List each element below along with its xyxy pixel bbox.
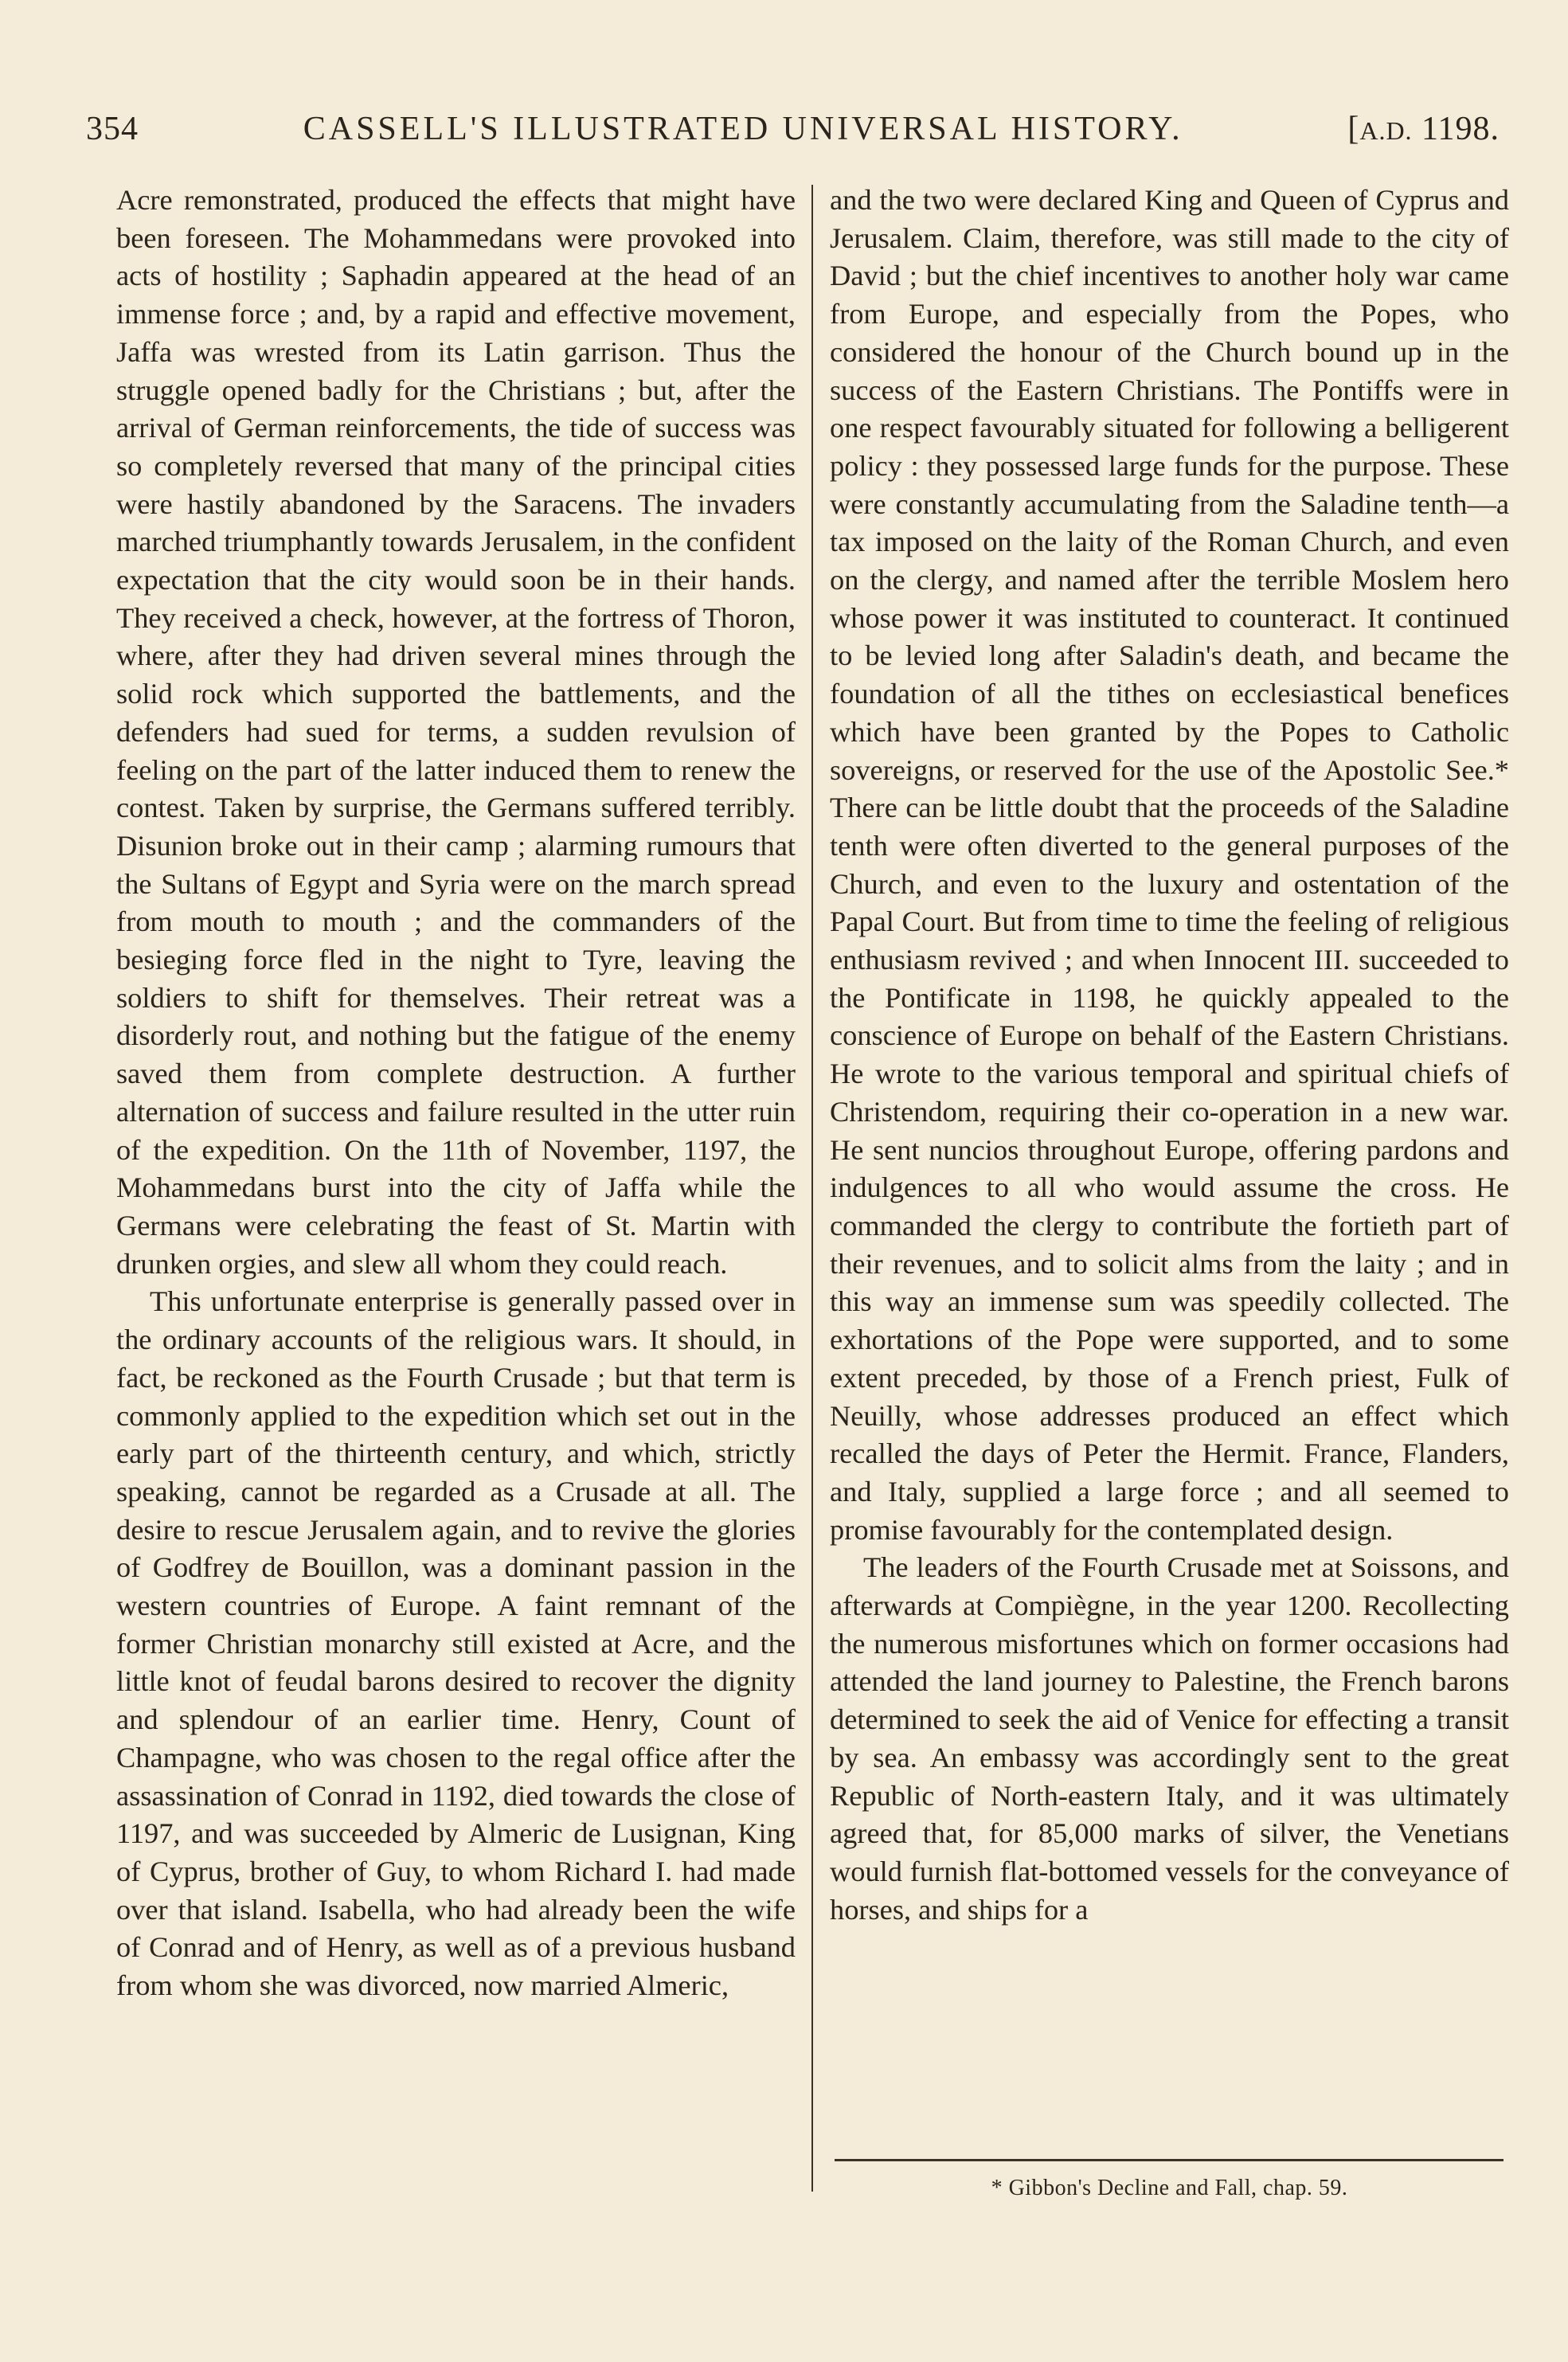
paragraph: The leaders of the Fourth Crusade met at Soissons, and afterwards at Compiègne, in the year 1200. Recollecting the numerous misfortunes which on former occasions had attended the land journey to Palestine, the French barons determined to seek the aid of Venice for effecting a transit by sea. An embassy was accordingly sent to the great Republic of North-eastern Italy, and it was ultimately agreed that, for 85,000 marks of silver, the Venetians would furnish flat-bottomed vessels for the conveyance of horses, and ships for a bbox=[830, 1551, 1509, 1926]
paragraph: Acre remonstrated, produced the effects that might have been foreseen. The Mohammedans were provoked into acts of hostility ; Saphadin appeared at the head of an immense force ; and, by a rapid and effective movement, Jaffa was wrested from its Latin garrison. Thus the struggle opened badly for the Christians ; but, after the arrival of German reinforcements, the tide of success was so completely reversed that many of the principal cities were hastily abandoned by the Saracens. The invaders marched triumphantly towards Jerusalem, in the confident expectation that the city would soon be in their hands. They received a check, however, at the fortress of Thoron, where, after they had driven several mines through the solid rock which supported the battlements, and the defenders had sued for terms, a sudden revulsion of feeling on the part of the latter induced them to renew the contest. Taken by surprise, the Germans suffered terribly. Disunion broke out in their camp ; alarming rumours that the Sultans of Egypt and Syria were on the march spread from mouth to mouth ; and the commanders of the besieging force fled in the night to Tyre, leaving the soldiers to shift for themselves. Their retreat was a disorderly rout, and nothing but the fatigue of the enemy saved them from complete destruction. A further alternation of success and failure resulted in the utter ruin of the expedition. On the 11th of November, 1197, the Mohammedans burst into the city of Jaffa while the Germans were celebrating the feast of St. Martin with drunken orgies, and slew all whom they could reach. bbox=[116, 184, 796, 1280]
date-era: A.D. bbox=[1359, 116, 1413, 145]
date-year: 1198. bbox=[1412, 111, 1500, 147]
column-divider bbox=[811, 185, 813, 2192]
right-column bbox=[830, 182, 1509, 1929]
date-bracket: [ bbox=[1347, 111, 1360, 147]
page-number: 354 bbox=[86, 111, 139, 147]
paragraph: and the two were declared King and Queen of Cyprus and Jerusalem. Claim, therefore, was still made to the city of David ; but the chief incentives to another holy war came from Europe, and especially from the Popes, who considered the honour of the Church bound up in the success of the Eastern Christians. The Pontiffs were in one respect favourably situated for following a belligerent policy : they possessed large funds for the purpose. These were constantly accumulating from the Saladine tenth—a tax imposed on the laity of the Roman Church, and even on the clergy, and named after the terrible Moslem hero whose power it was instituted to counteract. It continued to be levied long after Saladin's death, and became the foundation of all the tithes on ecclesiastical benefices which have been granted by the Popes to Catholic sovereigns, or reserved for the use of the Apostolic See.* There can be little doubt that the proceeds of the Saladine tenth were often diverted to the general purposes of the Church, and even to the luxury and ostentation of the Papal Court. But from time to time the feeling of religious enthusiasm revived ; and when Innocent III. succeeded to the Pontificate in 1198, he quickly appealed to the conscience of Europe on behalf of the Eastern Christians. He wrote to the various temporal and spiritual chiefs of Christendom, requiring their co-operation in a new war. He sent nuncios throughout Europe, offering pardons and indulgences to all who would assume the cross. He commanded the clergy to contribute the fortieth part of their revenues, and to solicit alms from the laity ; and in this way an immense sum was speedily collected. The exhortations of the Pope were supported, and to some extent preceded, by those of a French priest, Fulk of Neuilly, whose addresses produced an effect which recalled the days of Peter the Hermit. France, Flanders, and Italy, supplied a large force ; and all seemed to promise favourably for the contemplated design. bbox=[830, 184, 1509, 1546]
paragraph: This unfortunate enterprise is generally passed over in the ordinary accounts of the religious wars. It should, in fact, be reckoned as the Fourth Crusade ; but that term is commonly applied to the expedition which set out in the early part of the thirteenth century, and which, strictly speaking, cannot be regarded as a Crusade at all. The desire to rescue Jerusalem again, and to revive the glories of Godfrey de Bouillon, was a dominant passion in the western countries of Europe. A faint remnant of the former Christian monarchy still existed at Acre, and the little knot of feudal barons desired to recover the dignity and splendour of an earlier time. Henry, Count of Champagne, who was chosen to the regal office after the assassination of Conrad in 1192, died towards the close of 1197, and was succeeded by Almeric de Lusignan, King of Cyprus, brother of Guy, to whom Richard I. had made over that island. Isabella, who had already been the wife of Conrad and of Henry, as well as of a previous husband from whom she was divorced, now married Almeric, bbox=[116, 1285, 796, 2002]
left-column bbox=[116, 182, 796, 2005]
running-title: CASSELL'S ILLUSTRATED UNIVERSAL HISTORY. bbox=[303, 111, 1183, 147]
date-reference bbox=[1347, 110, 1500, 148]
footnote: * Gibbon's Decline and Fall, chap. 59. bbox=[991, 2176, 1348, 2200]
footnote-divider bbox=[835, 2159, 1503, 2161]
running-header bbox=[86, 110, 1500, 158]
